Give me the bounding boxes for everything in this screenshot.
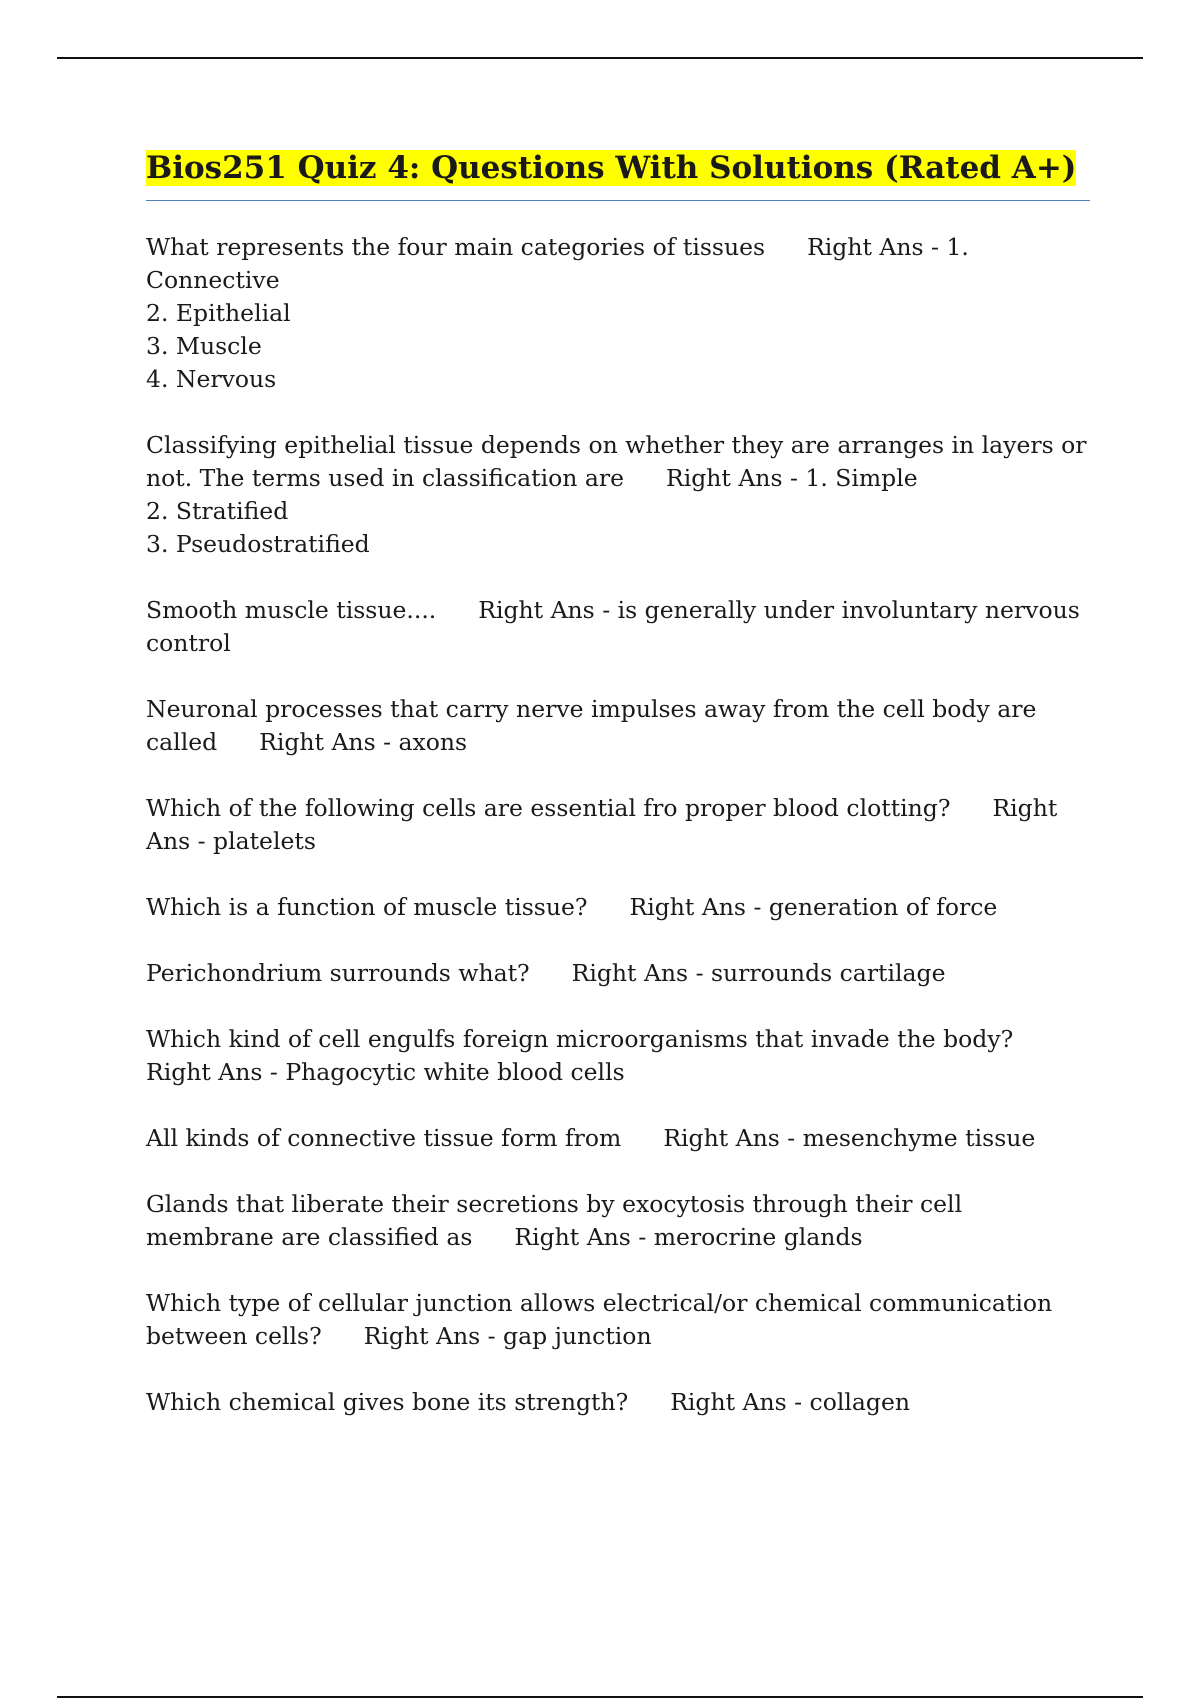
question-text: Which kind of cell engulfs foreign microorganisms that invade the body? — [146, 1025, 1014, 1053]
question-text: Glands that liberate their secretions by exocytosis through their cell membrane are classified as — [146, 1190, 963, 1251]
qa-list — [146, 231, 1090, 1419]
question-text: Smooth muscle tissue.... — [146, 596, 437, 624]
question-text: Which of the following cells are essential fro proper blood clotting? — [146, 794, 951, 822]
answer-text: Right Ans - gap junction — [363, 1322, 652, 1350]
answer-text: Right Ans - is generally under involuntary nervous control — [146, 596, 1080, 657]
document-body — [146, 146, 1090, 1452]
question-text: Which chemical gives bone its strength? — [146, 1388, 629, 1416]
qa-item — [146, 1023, 1090, 1089]
answer-text: Right Ans - 1. Connective 2. Epithelial 3. Muscle 4. Nervous — [146, 233, 969, 393]
question-text: Perichondrium surrounds what? — [146, 959, 530, 987]
answer-text: Right Ans - collagen — [670, 1388, 910, 1416]
qa-item — [146, 594, 1090, 660]
answer-text: Right Ans - mesenchyme tissue — [663, 1124, 1036, 1152]
question-text: Which type of cellular junction allows electrical/or chemical communication between cells? — [146, 1289, 1053, 1350]
answer-text: Right Ans - surrounds cartilage — [571, 959, 946, 987]
title-block — [146, 146, 1090, 201]
answer-text: Right Ans - platelets — [146, 794, 1058, 855]
question-text: Classifying epithelial tissue depends on whether they are arranges in layers or not. The terms used in classification are — [146, 431, 1087, 492]
qa-item — [146, 693, 1090, 759]
question-text: Which is a function of muscle tissue? — [146, 893, 588, 921]
document-title: Bios251 Quiz 4: Questions With Solutions (Rated A+) — [146, 150, 1077, 186]
qa-item — [146, 231, 1090, 396]
answer-text: Right Ans - axons — [259, 728, 468, 756]
qa-item — [146, 1188, 1090, 1254]
answer-text: Right Ans - 1. Simple 2. Stratified 3. Pseudostratified — [146, 464, 918, 558]
page-bottom-rule — [57, 1696, 1143, 1698]
answer-text: Right Ans - merocrine glands — [514, 1223, 863, 1251]
answer-text: Right Ans - generation of force — [629, 893, 998, 921]
qa-item — [146, 1386, 1090, 1419]
qa-item — [146, 891, 1090, 924]
qa-item — [146, 792, 1090, 858]
qa-item — [146, 1122, 1090, 1155]
page-top-rule — [57, 57, 1143, 59]
question-text: What represents the four main categories of tissues — [146, 233, 766, 261]
question-text: Neuronal processes that carry nerve impulses away from the cell body are called — [146, 695, 1037, 756]
answer-text: Right Ans - Phagocytic white blood cells — [146, 1058, 625, 1086]
qa-item — [146, 429, 1090, 561]
question-text: All kinds of connective tissue form from — [146, 1124, 622, 1152]
qa-item — [146, 1287, 1090, 1353]
qa-item — [146, 957, 1090, 990]
